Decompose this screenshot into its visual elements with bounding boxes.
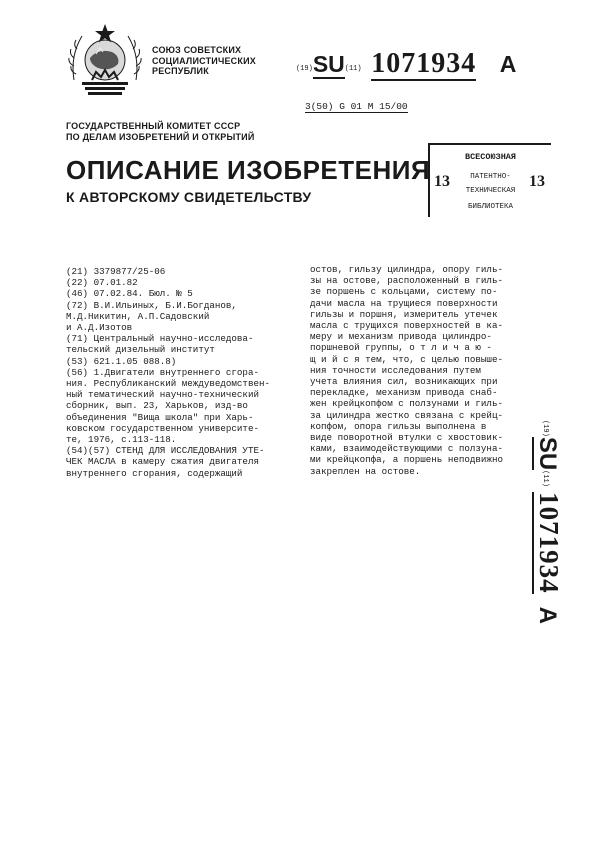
document-subtitle: К АВТОРСКОМУ СВИДЕТЕЛЬСТВУ <box>66 189 312 205</box>
text-line: (22) 07.01.82 <box>66 277 138 289</box>
text-line: за цилиндра жестко связана с крейц- <box>310 409 503 421</box>
text-line: (71) Центральный научно-исследова- <box>66 333 254 345</box>
inid-code-11: (11) <box>344 65 362 73</box>
union-name-line: СОЮЗ СОВЕТСКИХ <box>152 45 242 55</box>
text-line: щ и й с я тем, что, с целью повыше- <box>310 353 503 365</box>
bibliographic-column <box>66 266 270 479</box>
library-stamp <box>428 143 551 217</box>
claim-column <box>310 264 503 477</box>
country-code: SU <box>534 436 561 471</box>
kind-code: A <box>499 51 517 77</box>
text-line: гильзы и поршня, измеритель утечек <box>310 308 498 320</box>
text-line: ния точности исследования путем <box>310 364 481 376</box>
text-line: ковском государственном университе- <box>66 422 259 434</box>
kind-code: A <box>534 606 561 624</box>
text-line: поршневой группы, о т л и ч а ю - <box>310 342 492 354</box>
text-line: внутреннего сгорания, содержащий <box>66 467 243 479</box>
state-emblem-icon <box>68 22 142 100</box>
text-line: жен крейцкопфом с ползунами и гиль- <box>310 398 503 410</box>
text-line: (54)(57) СТЕНД ДЛЯ ИССЛЕДОВАНИЯ УТЕ- <box>66 445 265 457</box>
union-name <box>152 45 256 77</box>
text-line: дачи масла на трущиеся поверхности <box>310 297 498 309</box>
text-line: виде поворотной втулки с хвостовик- <box>310 432 503 444</box>
country-code: SU <box>312 51 345 77</box>
text-line: (56) 1.Двигатели внутреннего сгора- <box>66 366 259 378</box>
stamp-right-number: 13 <box>529 173 545 190</box>
committee-line: ПО ДЕЛАМ ИЗОБРЕТЕНИЙ И ОТКРЫТИЙ <box>66 132 255 142</box>
patent-number: 1071934 <box>534 492 564 594</box>
text-line: тельский дизельный институт <box>66 344 215 356</box>
text-line: ми крейцкопфа, а поршень неподвижно <box>310 454 503 466</box>
text-line: (21) 3379877/25-06 <box>66 266 166 277</box>
inid-code-19: (19) <box>541 420 549 437</box>
text-line: ния. Республиканский междуведомствен- <box>66 378 270 390</box>
text-line: (53) 621.1.05 088.8) <box>66 355 177 367</box>
committee-line: ГОСУДАРСТВЕННЫЙ КОМИТЕТ СССР <box>66 121 241 131</box>
stamp-line: БИБЛИОТЕКА <box>467 203 513 211</box>
text-line: закреплен на остове. <box>310 465 421 477</box>
text-line: М.Д.Никитин, А.П.Садовский <box>66 310 210 322</box>
publication-number <box>296 48 516 80</box>
vertical-publication-number <box>530 420 570 670</box>
text-line: объединения "Вища школа" при Харь- <box>66 411 254 423</box>
committee-name <box>66 121 255 143</box>
stamp-line: ПАТЕНТНО- <box>470 173 511 181</box>
text-line: копфом, опора гильзы выполнена в <box>310 420 487 432</box>
text-line: меру и механизм привода цилиндро- <box>310 331 492 343</box>
inid-code-11: (11) <box>541 470 549 487</box>
union-name-line: РЕСПУБЛИК <box>152 66 209 76</box>
text-line: те, 1976, с.113-118. <box>66 434 177 446</box>
text-line: остов, гильзу цилиндра, опору гиль- <box>310 264 503 275</box>
text-line: зы на остове, расположенный в гиль- <box>310 275 503 287</box>
document-title: ОПИСАНИЕ ИЗОБРЕТЕНИЯ <box>66 155 431 185</box>
text-line: ЧЕК МАСЛА в камеру сжатия двигателя <box>66 456 259 468</box>
union-name-line: СОЦИАЛИСТИЧЕСКИХ <box>152 55 256 66</box>
text-line: зе поршень с кольцами, систему по- <box>310 286 498 298</box>
text-line: ный тематический научно-технический <box>66 389 259 401</box>
ipc-classification: 3(50) G 01 M 15/00 <box>305 101 408 112</box>
text-line: учета влияния сил, возникающих при <box>310 376 498 388</box>
stamp-left-number: 13 <box>434 173 450 190</box>
patent-number: 1071934 <box>371 48 477 79</box>
text-line: ками, взаимодействующими с ползуна- <box>310 443 503 455</box>
text-line: и А.Д.Изотов <box>66 322 133 334</box>
stamp-line: ТЕХНИЧЕСКАЯ <box>465 187 516 195</box>
text-line: масла с трущихся поверхностей в ка- <box>310 320 503 332</box>
text-line: перекладке, механизм привода снаб- <box>310 387 498 399</box>
text-line: (46) 07.02.84. Бюл. № 5 <box>66 288 193 300</box>
inid-code-19: (19) <box>296 65 313 73</box>
text-line: сборник, вып. 23, Харьков, изд-во <box>66 400 248 412</box>
stamp-line: ВСЕСОЮЗНАЯ <box>464 152 516 162</box>
text-line: (72) В.И.Ильиных, Б.И.Богданов, <box>66 299 237 311</box>
